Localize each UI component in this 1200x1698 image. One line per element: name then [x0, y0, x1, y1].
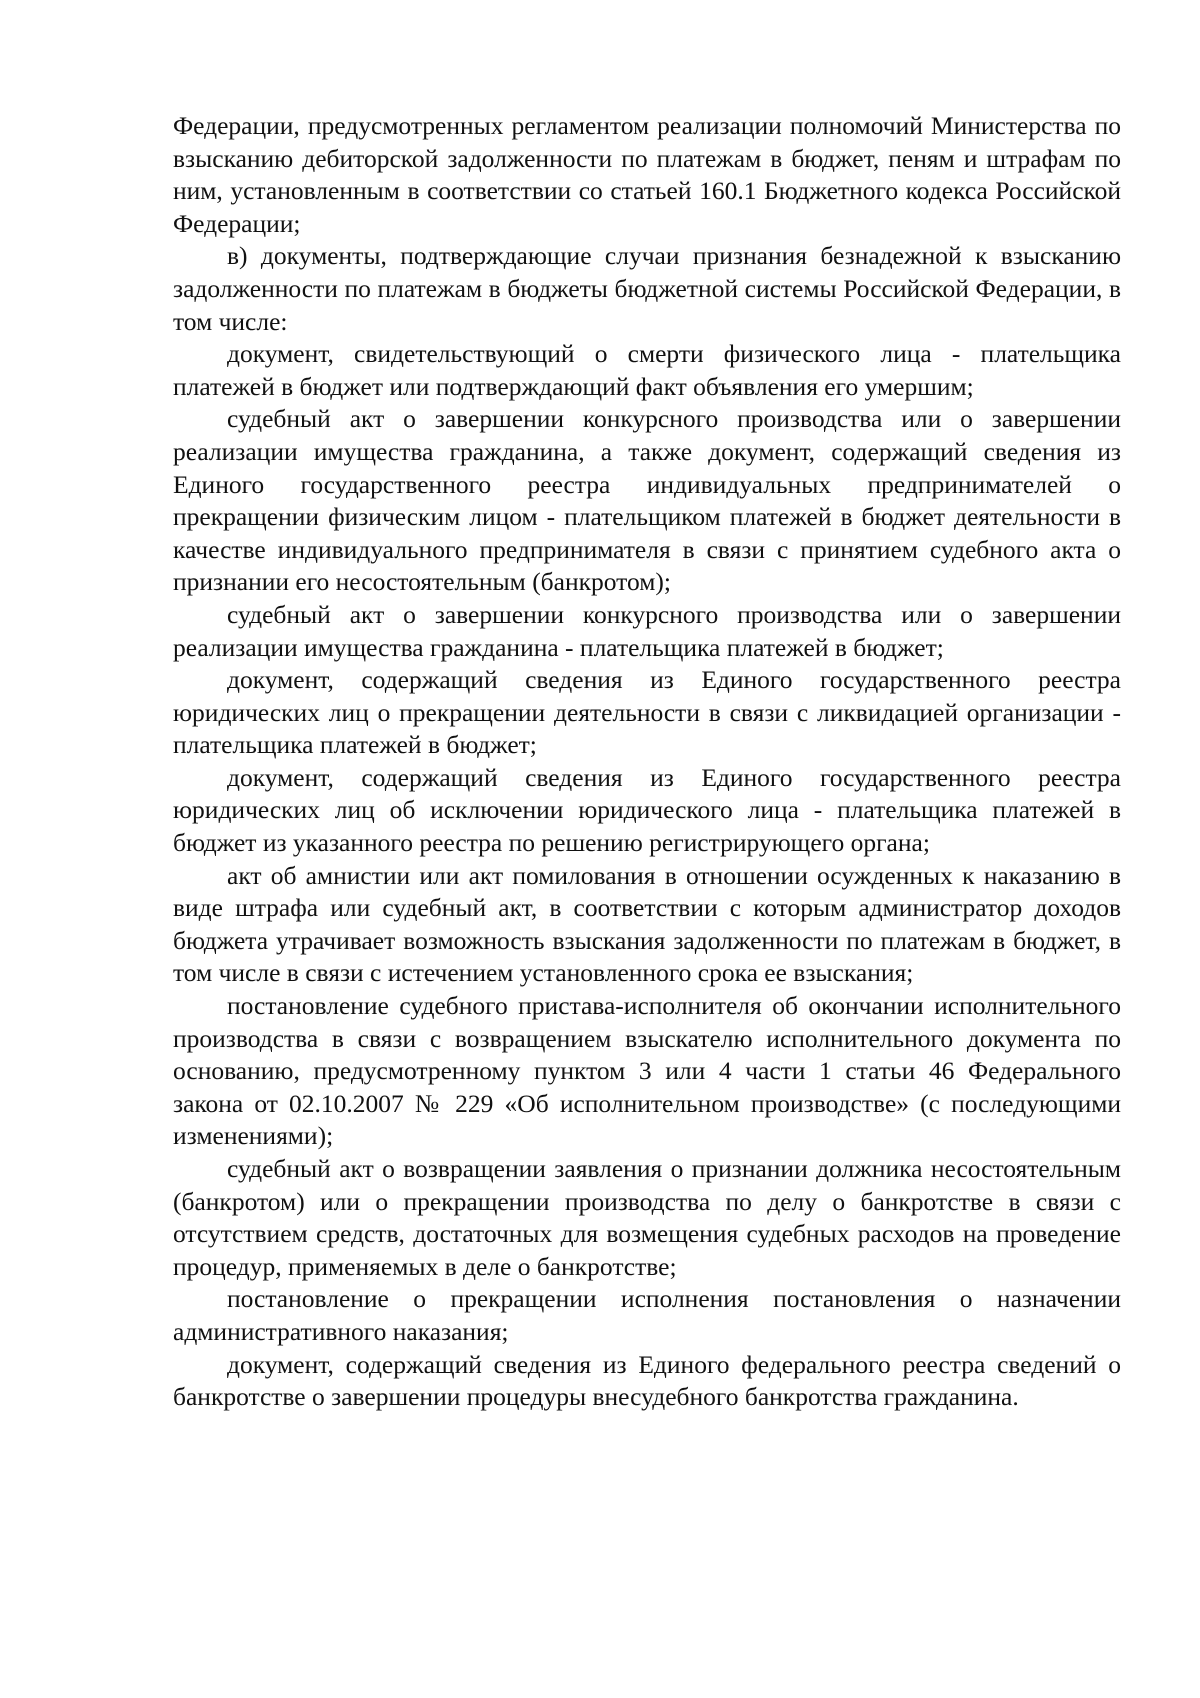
paragraph-5: судебный акт о завершении конкурсного производства или о завершении реализации имущества гражданина - плательщика платежей в бюджет;	[173, 599, 1121, 662]
paragraph-11: постановление о прекращении исполнения постановления о назначении административного наказания;	[173, 1284, 1121, 1346]
paragraph-3: документ, свидетельствующий о смерти физического лица - плательщика платежей в бюджет или подтверждающий факт объявления его умершим;	[173, 339, 1121, 401]
document-page	[173, 110, 1121, 1414]
paragraph-7: документ, содержащий сведения из Единого государственного реестра юридических лиц об исключении юридического лица - плательщика платежей в бюджет из указанного реестра по решению регистрирующего органа;	[173, 762, 1121, 858]
paragraph-8: акт об амнистии или акт помилования в отношении осужденных к наказанию в виде штрафа или судебный акт, в соответствии с которым администратор доходов бюджета утрачивает возможность взыскания задолженности по платежам в бюджет, в том числе в связи с истечением установленного срока ее взыскания;	[173, 860, 1121, 988]
paragraph-9: постановление судебного пристава-исполнителя об окончании исполнительного производства в связи с возвращением взыскателю исполнительного документа по основанию, предусмотренному пунктом 3 или 4 части 1 статьи 46 Федерального закона от 02.10.2007 № 229 «Об исполнительном производстве» (с последующими изменениями);	[173, 991, 1121, 1151]
paragraph-1: Федерации, предусмотренных регламентом реализации полномочий Министерства по взысканию дебиторской задолженности по платежам в бюджет, пеням и штрафам по ним, установленным в соответствии со статьей 160.1 Бюджетного кодекса Российской Федерации;	[173, 111, 1121, 238]
paragraph-2: в) документы, подтверждающие случаи признания безнадежной к взысканию задолженности по платежам в бюджеты бюджетной системы Российской Федерации, в том числе:	[173, 241, 1121, 336]
paragraph-10: судебный акт о возвращении заявления о признании должника несостоятельным (банкротом) или о прекращении производства по делу о банкротстве в связи с отсутствием средств, достаточных для возмещения судебных расходов на проведение процедур, применяемых в деле о банкротстве;	[173, 1154, 1121, 1281]
paragraph-6: документ, содержащий сведения из Единого государственного реестра юридических лиц о прекращении деятельности в связи с ликвидацией организации - плательщика платежей в бюджет;	[173, 665, 1121, 760]
paragraph-4: судебный акт о завершении конкурсного производства или о завершении реализации имущества гражданина, а также документ, содержащий сведения из Единого государственного реестра индивидуальных предпринимателей о прекращении физическим лицом - плательщиком платежей в бюджет деятельности в качестве индивидуального предпринимателя в связи с принятием судебного акта о признании его несостоятельным (банкротом);	[173, 404, 1121, 597]
paragraph-12: документ, содержащий сведения из Единого федерального реестра сведений о банкротстве о завершении процедуры внесудебного банкротства гражданина.	[173, 1349, 1121, 1412]
